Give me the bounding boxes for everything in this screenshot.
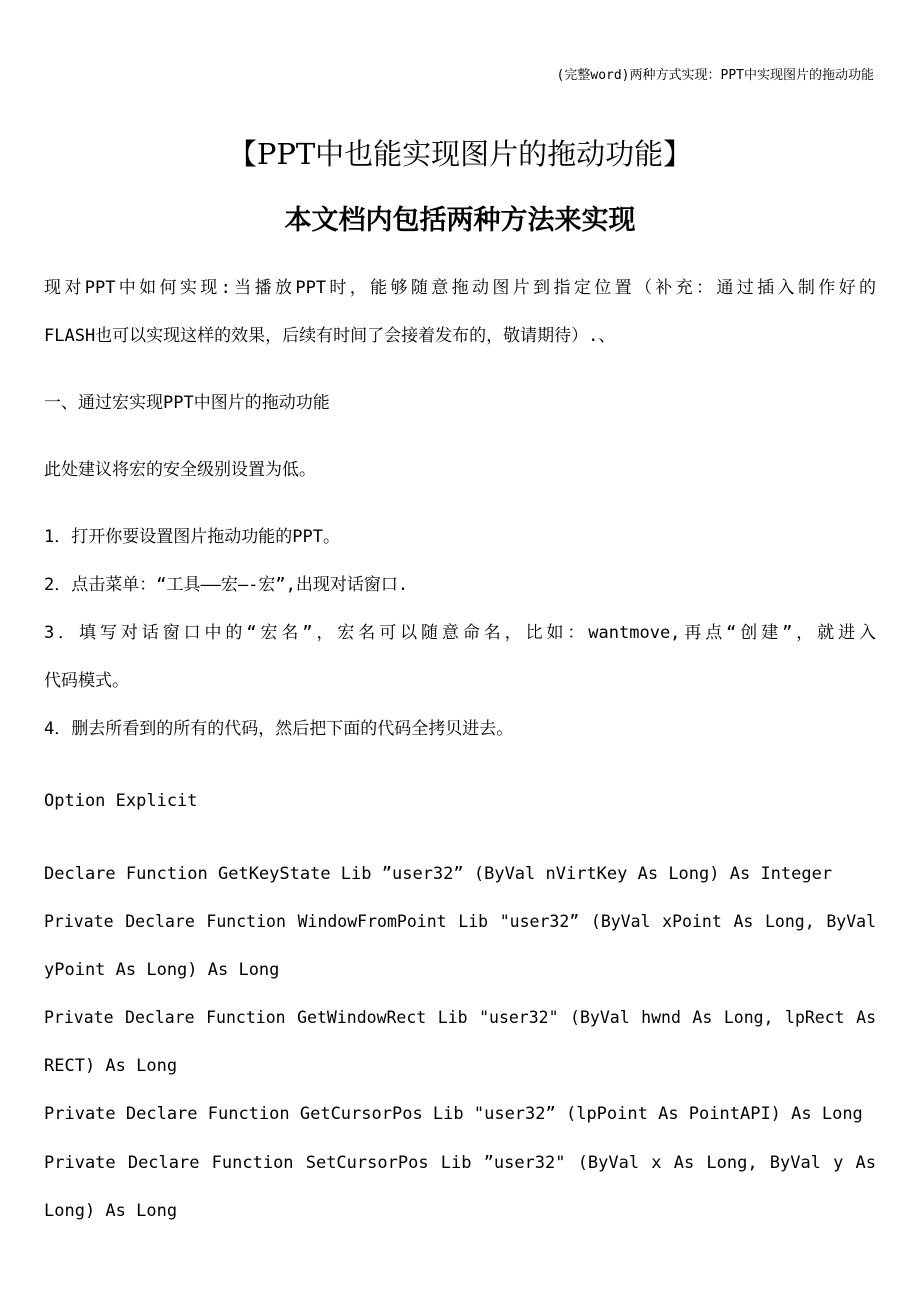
code-line-windowfrompoint-2: yPoint As Long) As Long [44, 960, 280, 980]
section-heading: 一、通过宏实现PPT中图片的拖动功能 [44, 393, 330, 413]
step-3-line-2: 代码模式。 [44, 671, 129, 691]
document-subtitle: 本文档内包括两种方法来实现 [284, 205, 636, 236]
code-line-setcursorpos-1: Private Declare Function SetCursorPos Lib ”user32" (ByVal x As Long, ByVal y As [44, 1153, 876, 1173]
code-line-setcursorpos-2: Long) As Long [44, 1201, 178, 1221]
document-title: 【PPT中也能实现图片的拖动功能】 [227, 137, 693, 171]
intro-line-2: FLASH也可以实现这样的效果，后续有时间了会接着发布的，敬请期待）.、 [44, 326, 616, 346]
code-line-getwindowrect-1: Private Declare Function GetWindowRect Lib "user32" (ByVal hwnd As Long, lpRect As [44, 1008, 876, 1027]
code-option-explicit: Option Explicit [44, 791, 198, 811]
security-note: 此处建议将宏的安全级别设置为低。 [44, 460, 316, 480]
intro-line-1: 现对PPT中如何实现:当播放PPT时，能够随意拖动图片到指定位置（补充：通过插入制作好的 [44, 278, 876, 298]
code-line-getcursorpos: Private Declare Function GetCursorPos Lib "user32” (lpPoint As PointAPI) As Long [44, 1104, 863, 1124]
code-line-windowfrompoint-1: Private Declare Function WindowFromPoint Lib "user32” (ByVal xPoint As Long, ByVal [44, 912, 876, 931]
step-4: 4．删去所看到的所有的代码，然后把下面的代码全拷贝进去。 [44, 719, 514, 739]
running-header: (完整word)两种方式实现：PPT中实现图片的拖动功能 [556, 68, 874, 83]
step-1: 1．打开你要设置图片拖动功能的PPT。 [44, 527, 340, 547]
code-line-getkeystate: Declare Function GetKeyState Lib ”user32” (ByVal nVirtKey As Long) As Integer [44, 864, 833, 884]
code-line-getwindowrect-2: RECT) As Long [44, 1056, 178, 1076]
step-3-line-1: 3．填写对话窗口中的“宏名”，宏名可以随意命名，比如：wantmove,再点“创建”，就进入 [44, 623, 876, 643]
step-2: 2．点击菜单：“工具——宏—-宏”,出现对话窗口. [44, 575, 409, 595]
